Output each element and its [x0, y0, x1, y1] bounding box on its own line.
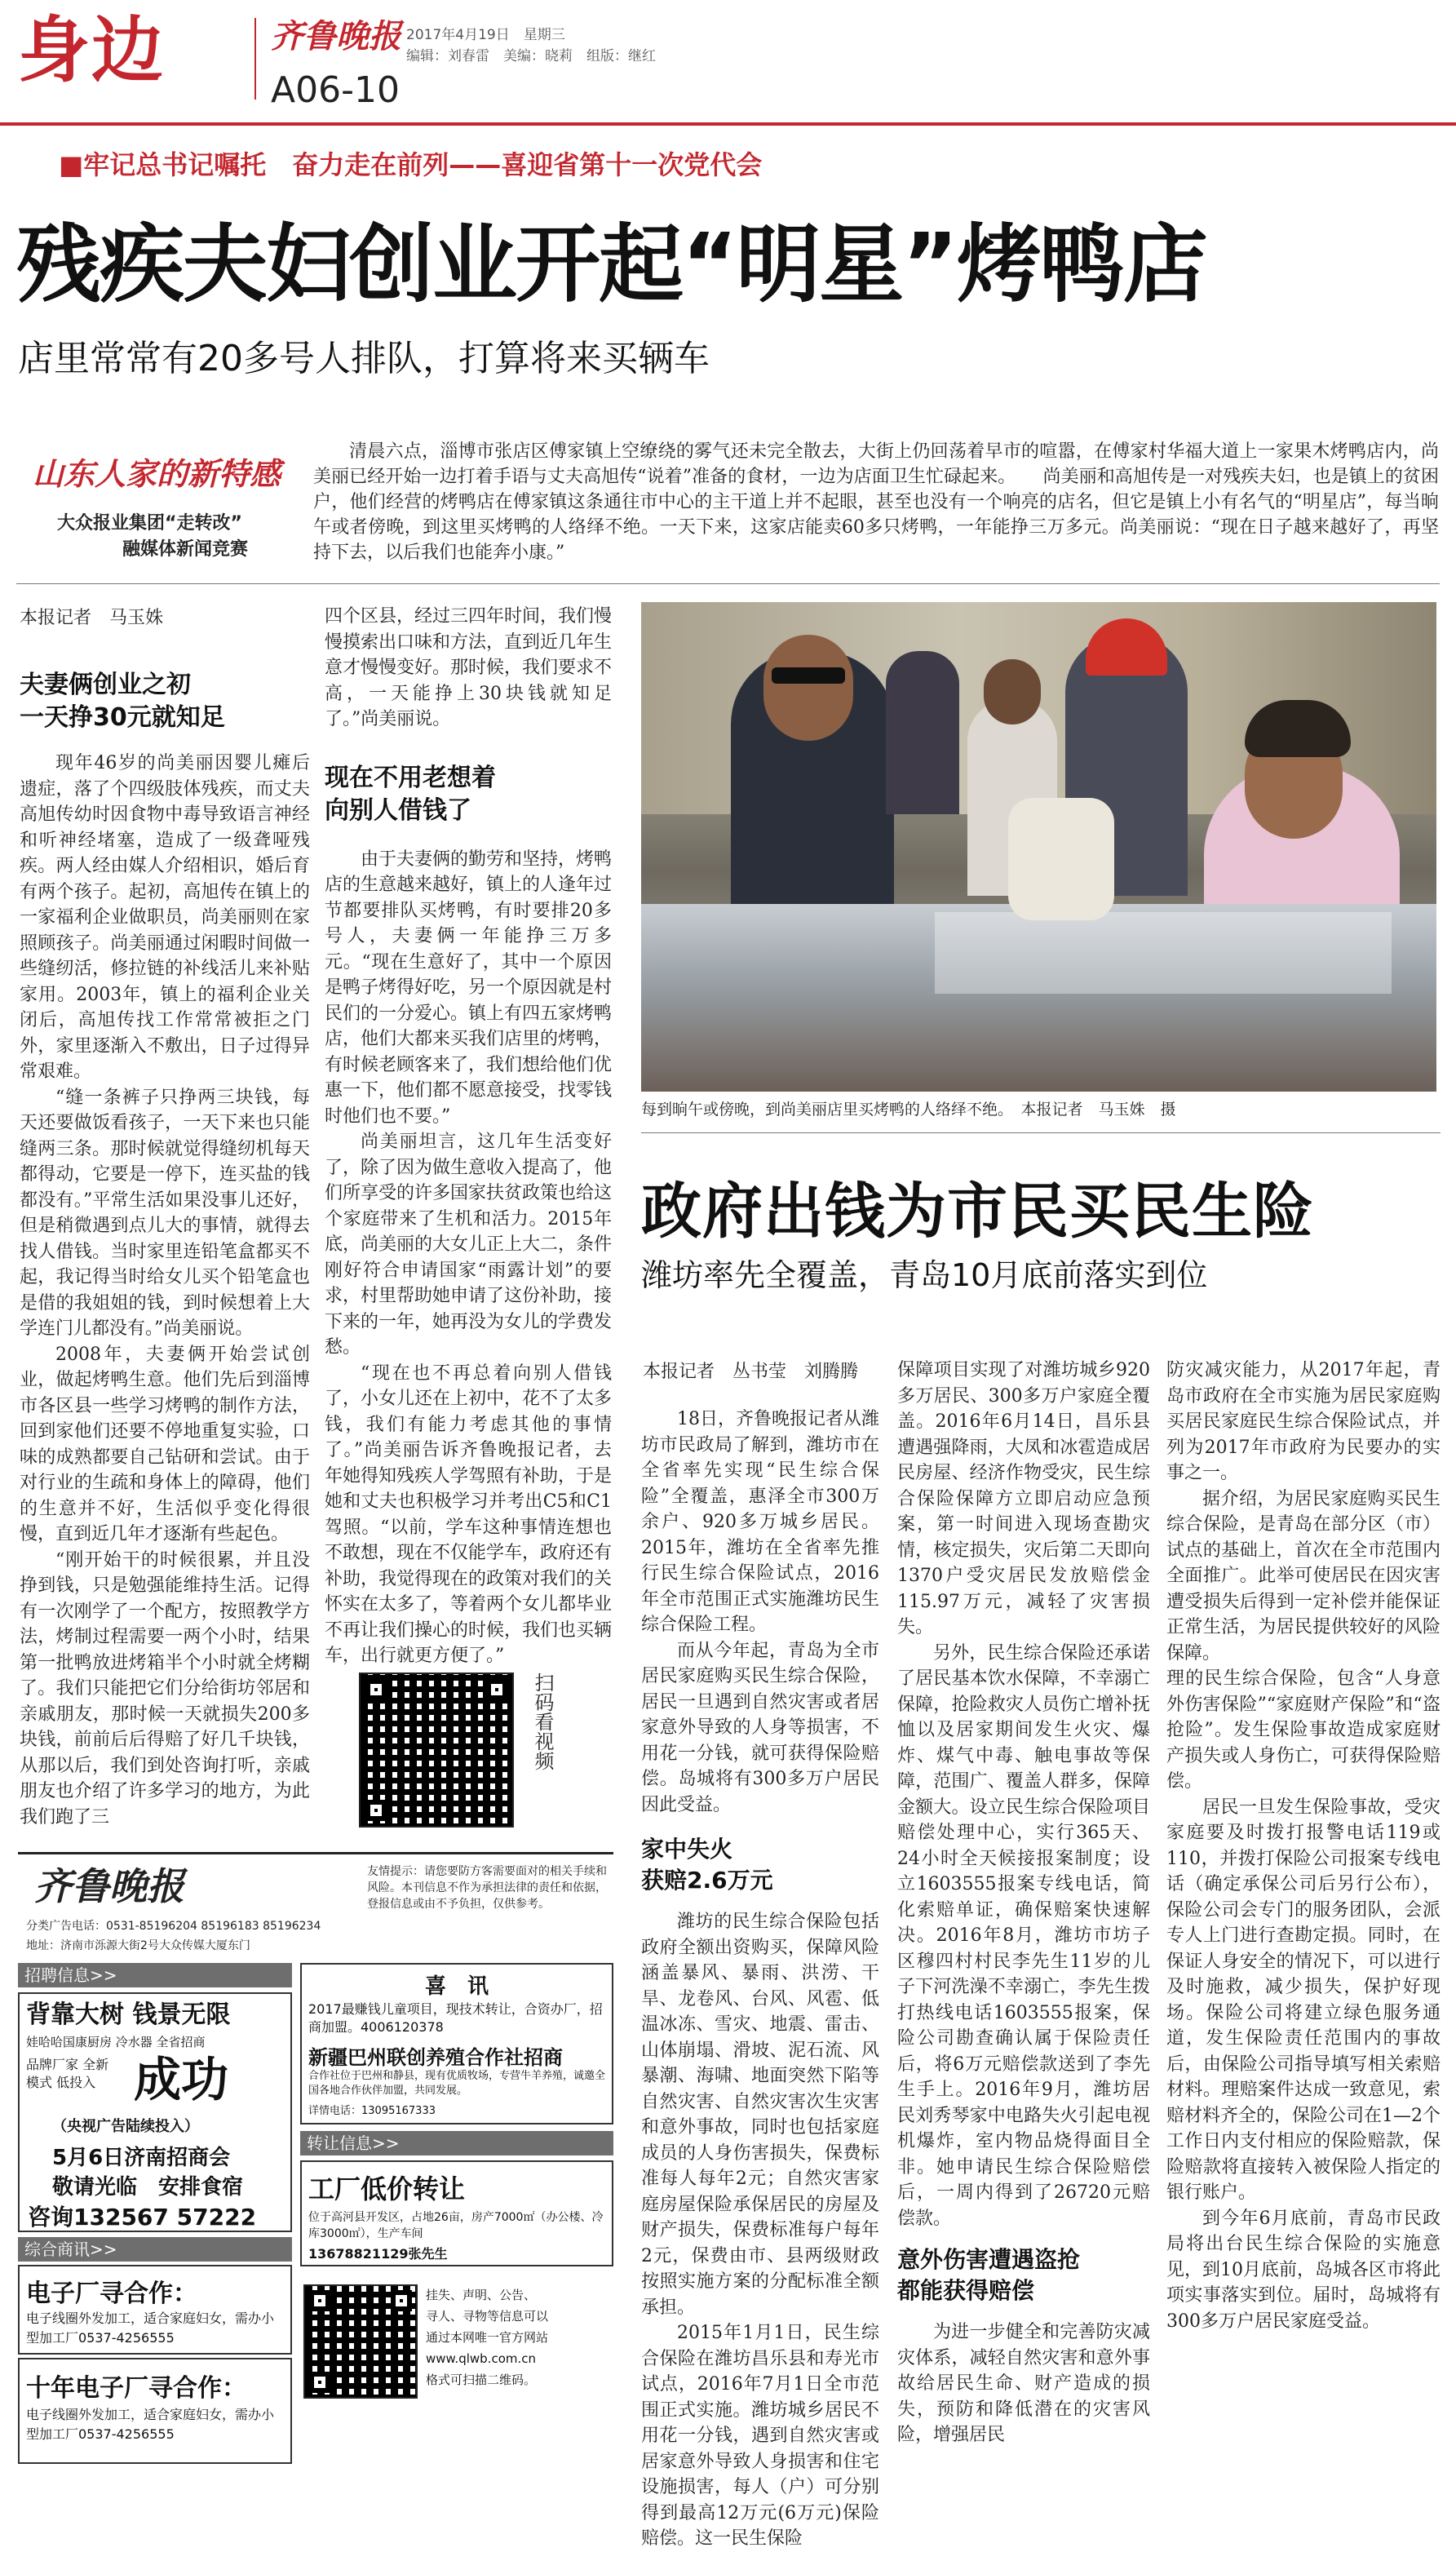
franchise-ad-title: 背靠大树 钱景无限 — [26, 2000, 231, 2029]
factory-ad-2-text: 电子线圈外发加工，适合家庭妇女，需办小型加工厂0537-4256555 — [26, 2407, 275, 2442]
story2-subhead-1a: 家中失火 — [641, 1836, 733, 1863]
classifieds-address: 地址：济南市泺源大街2号大众传媒大厦东门 — [26, 1939, 250, 1952]
story1-paragraph: 尚美丽坦言，这几年生活变好了，除了因为做生意收入提高了，他们所享受的许多国家扶贫政策也给这个家庭带来了生机和活力。2015年底，尚美丽的大女儿正上大二，条件刚好符合申请国家“雨露计划”的要求，村里帮助她申请了这份补助，接下来的一年，她再没为女儿的学费发愁。 — [325, 1132, 613, 1358]
franchise-ad-date: 5月6日济南招商会 — [52, 2146, 231, 2170]
story1-paragraph: 2008年，夫妻俩开始尝试创业，做起烤鸭生意。他们先后到淄博市各区县一些学习烤鸭的制作方法，回到家他们还要不停地重复实验，口味的成熟都要自己钻研和尝试。由于对行业的生疏和身体上的障碍，他们的生意并不好，生活似乎变化得很慢，直到近几年才逐渐有些起色。 — [20, 1344, 310, 1544]
story2-headline: 政府出钱为市民买民生险 — [641, 1176, 1314, 1247]
story2-paragraph: 到今年6月底前，青岛市民政局将出台民生综合保险的实施意见，到10月底前，岛城各区市将此项实事落实到位。届时，岛城将有300多万户居民家庭受益。 — [1166, 2208, 1441, 2332]
story1-paragraph: 四个区县，经过三四年时间，我们慢慢摸索出口味和方法，直到近几年生意才慢慢变好。那时候，我们要求不高，一天能挣上30块钱就知足了。”尚美丽说。 — [325, 606, 613, 729]
website-line: 通过本网唯一官方网站 — [426, 2330, 549, 2345]
story1-col2 — [325, 604, 612, 1669]
classifieds-rule — [18, 1852, 613, 1854]
page-number: A06-10 — [271, 69, 400, 111]
factory-sale-phone: 13678821129张先生 — [308, 2246, 448, 2262]
series-line-2: 融媒体新闻竞赛 — [122, 539, 249, 560]
good-news-line-3: 详情电话：13095167333 — [308, 2105, 436, 2117]
franchise-ad-slogan: 敬请光临 安排食宿 — [52, 2175, 244, 2200]
franchise-ad — [18, 1992, 292, 2232]
story1-byline: 本报记者 马玉姝 — [20, 608, 164, 628]
lead-rule — [16, 583, 1440, 584]
franchise-ad-sub: （央视广告陆续投入） — [52, 2118, 199, 2135]
photo-caption: 每到晌午或傍晚，到尚美丽店里买烤鸭的人络绎不绝。 本报记者 马玉姝 摄 — [641, 1101, 1176, 1119]
story1-paragraph: 由于夫妻俩的勤劳和坚持，烤鸭店的生意越来越好，镇上的人逢年过节都要排队买烤鸭，有时要排20多号人，夫妻俩一年能挣三万多元。“现在生意好了，其中一个原因是鸭子烤得好吃，另一个原因就是村民们的一分爱心。镇上有四五家烤鸭店，他们大都来买我们店里的烤鸭，有时候老顾客来了，我们想给他们优惠一下，他们都不愿意接受，找零钱时他们也不要。” — [325, 848, 613, 1127]
story1-headline: 残疾夫妇创业开起“明星”烤鸭店 — [16, 215, 1206, 314]
good-news-ad — [300, 1963, 613, 2124]
story2-subhead-2b: 都能获得赔偿 — [897, 2277, 1035, 2304]
story2-byline: 本报记者 丛书莹 刘腾腾 — [643, 1362, 859, 1382]
story-divider — [641, 1132, 1441, 1133]
story1-photo — [641, 602, 1436, 1092]
video-qr-label: 扫码看视频 — [531, 1673, 554, 1770]
story1-subhead-2a: 现在不用老想着 — [325, 763, 496, 792]
factory-ad-2 — [18, 2358, 292, 2464]
story2-paragraph: 据介绍，为居民家庭购买民生综合保险，是青岛在部分区（市）试点的基础上，首次在全市范围内全面推广。此举可使居民在因灾害遭受损失后得到一定补偿并能保证正常生活，为居民提供较好的风险保障。 — [1166, 1488, 1441, 1664]
story1-paragraph: 现年46岁的尚美丽因婴儿瘫后遗症，落了个四级肢体残疾，而丈夫高旭传幼时因食物中毒导致语言神经和听神经堵塞，造成了一级聋哑残疾。两人经由媒人介绍相识，婚后育有两个孩子。起初，高旭传在镇上的一家福利企业做职员，尚美丽则在家照顾孩子。尚美丽通过闲暇时间做一些缝纫活，修拉链的补线活儿来补贴家用。2003年，镇上的福利企业关闭后，高旭传找工作常常被拒之门外，家里逐渐入不敷出，日子过得异常艰难。 — [20, 753, 310, 1082]
website-line: 寻人、寻物等信息可以 — [426, 2309, 549, 2324]
masthead-divider — [254, 18, 256, 100]
story1-col1 — [20, 669, 310, 1830]
franchise-ad-line: 娃哈哈国康厨房 冷水器 全省招商 — [26, 2035, 206, 2049]
video-qr-code[interactable] — [359, 1673, 514, 1828]
story2-col3 — [1166, 1358, 1441, 2334]
story2-subhead-2a: 意外伤害遭遇盗抢 — [897, 2246, 1081, 2273]
factory-ad-2-title: 十年电子厂寻合作： — [26, 2374, 246, 2403]
transfer-header: 转让信息>> — [300, 2131, 613, 2155]
good-news-big: 新疆巴州联创养殖合作社招商 — [308, 2046, 563, 2069]
good-news-line-2: 合作社位于巴州和静县，现有优质牧场，专营牛羊养殖，诚邀全国各地合作伙伴加盟，共同发展。 — [308, 2070, 606, 2097]
franchise-ad-phone: 咨询132567 57222 — [28, 2204, 257, 2231]
story2-paragraph: 理的民生综合保险，包含“人身意外伤害保险”“家庭财产保险”和“盗抢险”。发生保险事故造成家庭财产损失或人身伤亡，可获得保险赔偿。 — [1166, 1668, 1441, 1792]
campaign-banner: ■牢记总书记嘱托 奋力走在前列——喜迎省第十一次党代会 — [59, 149, 763, 180]
website-url[interactable]: www.qlwb.com.cn — [426, 2351, 536, 2366]
story1-paragraph: “现在也不再总着向别人借钱了，小女儿还在上初中，花不了太多钱，我们有能力考虑其他的事情了。”尚美丽告诉齐鲁晚报记者，去年她得知残疾人学驾照有补助，于是她和丈夫也积极学习并考出C5和C1驾照。“以前，学车这种事情连想也不敢想，现在不仅能学车，政府还有补助，我觉得现在的政策对我们的关怀实在太多了，等着两个女儿都毕业不再让我们操心的时候，我们也买辆车，出行就更方便了。” — [325, 1362, 613, 1666]
franchise-ad-big: 成功 — [134, 2052, 229, 2107]
story1-subhead-1b: 一天挣30元就知足 — [20, 703, 225, 732]
website-qr-code[interactable] — [303, 2284, 418, 2399]
classifieds-notice: 友情提示：请您要防方客需要面对的相关手续和风险。本刊信息不作为承担法律的责任和依据，登报信息或由不予负担，仅供参考。 — [367, 1865, 607, 1911]
recruit-header: 招聘信息>> — [18, 1963, 292, 1987]
series-logo-text: 山东人家的新特感 — [33, 455, 281, 492]
editor-credits: 编辑：刘春雷 美编：晓莉 组版：继红 — [406, 48, 656, 64]
general-header: 综合商讯>> — [18, 2237, 292, 2262]
factory-ad-1 — [18, 2265, 292, 2355]
series-line-1: 大众报业集团“走转改” — [57, 513, 242, 534]
factory-sale-title: 工厂低价转让 — [308, 2173, 466, 2204]
story2-paragraph: 18日，齐鲁晚报记者从潍坊市民政局了解到，潍坊市在全省率先实现“民生综合保险”全覆盖，惠泽全市300万余户、920多万城乡居民。2015年，潍坊在全省率先推行民生综合保险试点，2016年全市范围正式实施潍坊民生综合保险工程。 — [641, 1409, 879, 1635]
story1-lead — [313, 439, 1439, 565]
factory-sale-ad — [300, 2160, 613, 2266]
classifieds-logo: 齐鲁晚报 — [34, 1864, 184, 1908]
story2-subhead-1b: 获赔2.6万元 — [641, 1867, 773, 1894]
story1-lead-text: 清晨六点，淄博市张店区傅家镇上空缭绕的雾气还未完全散去，大街上仍回荡着早市的喧嚣，在傅家村华福大道上一家果木烤鸭店内，尚美丽已经开始一边打着手语与丈夫高旭传“说着”准备的食材，一边为店面卫生忙碌起来。 尚美丽和高旭传是一对残疾夫妇，也是镇上的贫困户，他们经营的烤鸭店在傅家镇这条通往市中心的主干道上并不起眼，甚至也没有一个响亮的店名，但它是镇上小有名气的“明星店”，每当晌午或者傍晚，到这里买烤鸭的人络绎不绝。一天下来，这家店能卖60多只烤鸭，一年能挣三万多元。尚美丽说：“现在日子越来越好了，再坚持下去，以后我们也能奔小康。” — [313, 441, 1439, 563]
story2-col2 — [897, 1358, 1150, 2448]
story1-subhead-1a: 夫妻俩创业之初 — [20, 671, 191, 699]
section-title: 身边 — [18, 8, 166, 92]
good-news-title: 喜 讯 — [424, 1974, 489, 1999]
story2-paragraph: 防灾减灾能力，从2017年起，青岛市政府在全市实施为居民家庭购买居民家庭民生综合保险试点，并列为2017年市政府为民要办的实事之一。 — [1166, 1360, 1441, 1483]
website-notice — [426, 2284, 612, 2390]
franchise-ad-left: 品牌厂家 全新模式 低投入 — [26, 2057, 109, 2090]
factory-ad-1-title: 电子厂寻合作： — [26, 2280, 197, 2308]
factory-ad-1-text: 电子线圈外发加工，适合家庭妇女，需办小型加工厂0537-4256555 — [26, 2311, 275, 2346]
story2-paragraph: 居民一旦发生保险事故，受灾家庭要及时拨打报警电话119或110，并拨打保险公司报案专线电话（确定承保公司后另行公布），保险公司会专门的服务团队，会派专人上门进行查勘定损。同时，在保证人身安全的情况下，可以进行及时施救，减少损失，保护好现场。保险公司将建立绿色服务通道，发生保险责任范围内的事故后，由保险公司指导填写相关索赔材料。理赔案件达成一致意见，索赔材料齐全的，保险公司在1—2个工作日内支付相应的保险赔款，保险赔款将直接转入被保险人指定的银行账户。 — [1166, 1797, 1441, 2203]
story2-paragraph: 保障项目实现了对潍坊城乡920多万居民、300多万户家庭全覆盖。2016年6月14日，昌乐县遭遇强降雨，大凤和冰雹造成居民房屋、经济作物受灾，民生综合保险保障方立即启动应急预案，第一时间进入现场查勘灾情，核定损失，灾后第二天即向1370户受灾居民发放赔偿金115.97万元，减轻了灾害损失。 — [897, 1360, 1150, 1637]
factory-sale-text: 位于高河县开发区，占地26亩，房产7000㎡（办公楼、冷库3000㎡），生产车间 — [308, 2211, 604, 2240]
story2-paragraph: 2015年1月1日，民生综合保险在潍坊昌乐县和寿光市试点，2016年7月1日全市范围正式实施。潍坊城乡居民不用花一分钱，遇到自然灾害或居家意外导致人身损害和住宅设施损害，每人（户）可分别得到最高12万元(6万元)保险赔偿。这一民生保险 — [641, 2323, 879, 2549]
classifieds-hotline: 分类广告电话：0531-85196204 85196183 85196234 — [26, 1920, 321, 1933]
story2-paragraph: 为进一步健全和完善防灾减灾体系，减轻自然灾害和意外事故给居民生命、财产造成的损失，预防和降低潜在的灾害风险，增强居民 — [897, 2322, 1150, 2445]
header-rule — [0, 122, 1456, 126]
story2-subhead: 潍坊率先全覆盖，青岛10月底前落实到位 — [641, 1257, 1208, 1293]
series-logo — [24, 447, 302, 569]
story1-paragraph: “刚开始干的时候很累，并且没挣到钱，只是勉强能维持生活。记得有一次刚学了一个配方，按照教学方法，烤制过程需要一两个小时，结果第一批鸭放进烤箱半个小时就全烤糊了。我们只能把它们分给街坊邻居和亲戚朋友，那时候一天就损失200多块钱，前前后后得赔了好几千块钱，从那以后，我们到处咨询打听，亲戚朋友也介绍了许多学习的地方，为此我们跑了三 — [20, 1549, 310, 1828]
good-news-line-1: 2017最赚钱儿童项目，现技术转让，合资办厂，招商加盟。4006120378 — [308, 2001, 603, 2035]
story2-paragraph: 而从今年起，青岛为全市居民家庭购买民生综合保险，居民一旦遇到自然灾害或者居家意外导致的人身等损害，不用花一分钱，就可获得保险赔偿。岛城将有300多万户居民因此受益。 — [641, 1640, 879, 1815]
story2-paragraph: 另外，民生综合保险还承诺了居民基本饮水保障，不幸溺亡保障，抢险救灾人员伤亡增补抚恤以及居家期间发生火灾、爆炸、煤气中毒、触电事故等保障，范围广、覆盖人群多，保障金额大。设立民生综合保险项目赔偿处理中心，实行365天、24小时全天候接报案制度；设立1603555报案专线电话，简化索赔单证，确保赔案快速解决。2016年8月，潍坊市坊子区穆四村村民李先生11岁的儿子下河洗澡不幸溺亡，李先生拨打热线电话1603555报案，保险公司勘查确认属于保险责任后，将6万元赔偿款送到了李先生手上。2016年9月，潍坊居民刘秀琴家中电路失火引起电视机爆炸，室内物品烧得面目全非。她申请民生综合保险赔偿后，一周内得到了26720元赔偿款。 — [897, 1642, 1150, 2229]
story1-subhead-2b: 向别人借钱了 — [325, 795, 471, 825]
website-line: 挂失、声明、公告、 — [426, 2288, 537, 2302]
story1-subhead: 店里常常有20多号人排队，打算将来买辆车 — [18, 338, 710, 379]
classifieds-panel — [18, 1852, 613, 2488]
issue-date: 2017年4月19日 星期三 — [406, 27, 565, 43]
paper-logo: 齐鲁晚报 — [271, 17, 401, 55]
story1-paragraph: “缝一条裤子只挣两三块钱，每天还要做饭看孩子，一天下来也只能缝两三条。那时候就觉得缝纫机每天都得动，它要是一停下，连买盐的钱都没有。”平常生活如果没事儿还好，但是稍微遇到点儿大的事情，就得去找人借钱。当时家里连铅笔盒都买不起，我记得当时给女儿买个铅笔盒也是借的我姐姐的钱，到时候想着上大学连门儿都没有。”尚美丽说。 — [20, 1087, 310, 1339]
website-line: 格式可扫描二维码。 — [426, 2373, 537, 2387]
story2-col1 — [641, 1407, 879, 2552]
story2-paragraph: 潍坊的民生综合保险包括政府全额出资购买，保障风险涵盖暴风、暴雨、洪涝、干旱、龙卷风、台风、风雹、低温冰冻、雪灾、地震、雷击、山体崩塌、滑坡、泥石流、风暴潮、海啸、地面突然下陷等自然灾害、自然灾害次生灾害和意外事故，同时也包括家庭成员的人身伤害损失，保费标准每人每年2元；自然灾害家庭房屋保险承保居民的房屋及财产损失，保费标准每户每年2元，保费由市、县两级财政按照实施方案的分配标准全额承担。 — [641, 1912, 879, 2318]
